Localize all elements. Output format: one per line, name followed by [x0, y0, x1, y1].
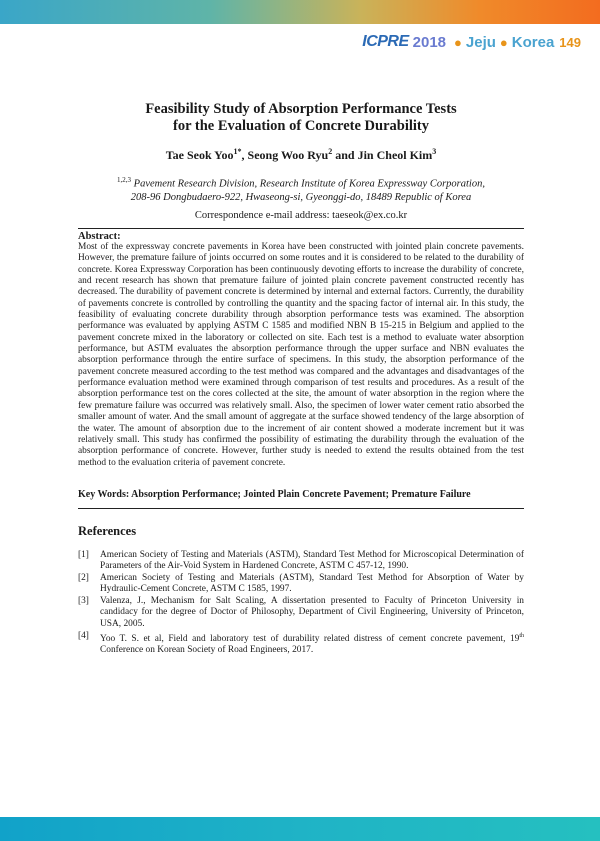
reference-item	[78, 573, 524, 596]
top-color-bar	[0, 0, 600, 24]
author-sup: 3	[432, 147, 437, 156]
reference-number: [2]	[78, 573, 89, 584]
divider	[78, 508, 524, 509]
paper-title	[78, 101, 524, 135]
affiliation-line-1: Pavement Research Division, Research Institute of Korea Expressway Corporation,	[131, 178, 485, 190]
author-separator: ,	[241, 148, 248, 162]
reference-number: [4]	[78, 630, 89, 641]
page-number: 149	[559, 34, 581, 50]
conference-year: 2018	[412, 33, 447, 51]
reference-list	[78, 550, 524, 657]
author-name: Tae Seok Yoo	[165, 148, 234, 162]
reference-sup: th	[519, 632, 524, 639]
conference-logo: ICPRE	[362, 33, 409, 50]
bullet-icon: ●	[499, 34, 508, 50]
correspondence-email: Correspondence e-mail address: taeseok@ex.co.kr	[194, 210, 408, 221]
reference-item	[78, 596, 524, 630]
abstract-heading: Abstract:	[78, 231, 121, 242]
reference-text: Valenza, J., Mechanism for Salt Scaling, A dissertation presented to Faculty of Princeton University in candidacy for the degree of Doctor of Philosophy, Department of Civil Engineering, University of Princeton, USA, 2005.	[100, 596, 524, 629]
reference-number: [1]	[78, 550, 89, 560]
affiliation-sup: 1,2,3	[117, 176, 132, 184]
abstract-text: Most of the expressway concrete pavements in Korea have been constructed with jointed plain concrete pavements. However, the premature failure of joints occurred on some routes and it is considered to be related to the durability of concrete. Korea Expressway Corporation has been continuously devoting efforts to increase the durability of concrete, and recent research has shown that premature failure of jointed plain concrete pavement constructed recently has decreased. The durability of pavement concrete is determined by internal and external factors. Currently, the durability of pavements concrete is controlled by controlling the quantity and the spacing factor of internal air. In this study, the feasibility of evaluating concrete durability through absorption performance tests was examined. The absorption performance was evaluated by applying ASTM C 1585 and modified NBN B 15-215 in Belgium and applied to the pavement concrete mixed in the laboratory or collected on site. Each test is a method to evaluate water absorption performance, but ASTM evaluates the absorption performance through the upper surface and NBN evaluates the absorption performance through the entire surface of specimens. In this study, the absorption performance of the pavement concrete measured according to the test method was compared and the advantages and disadvantages of the performance evaluation method were examined through comparison of test results and procedures. As a result of the absorption performance test on the cores collected at the site, the amount of water absorption in the region where the few premature failure was occurred was relatively small. Also, the specimen of lower water cement ratio absorbed the smaller amount of water. And the small amount of aggregate at the surface showed tendency of the large absorption of the water. The amount of absorption due to the increment of air content showed a moderate increment but it was relatively small. This study has confirmed the possibility of estimating the durability through the evaluation of the absorption performance of concrete. However, further study is needed to extend the results obtained from the test method to the evaluation criteria of pavement concrete.	[78, 242, 524, 468]
divider	[78, 228, 524, 229]
author-separator: and	[332, 148, 358, 162]
bullet-icon: ●	[454, 34, 462, 50]
affiliation-line-2: 208-96 Dongbudaero-922, Hwaseong-si, Gyeonggi-do, 18489 Republic of Korea	[130, 191, 472, 203]
author-list	[78, 147, 524, 163]
references-heading: References	[78, 524, 137, 538]
author-name: Jin Cheol Kim	[357, 148, 433, 162]
reference-number: [3]	[78, 596, 89, 607]
keywords: Key Words: Absorption Performance; Jointed Plain Concrete Pavement; Premature Failure	[78, 489, 471, 500]
author-name: Seong Woo Ryu	[247, 148, 329, 162]
conference-brand	[362, 33, 581, 51]
reference-text	[100, 631, 524, 657]
conference-city: Jeju	[465, 33, 496, 51]
author-sup: 1*	[233, 147, 242, 156]
reference-text: American Society of Testing and Materials (ASTM), Standard Test Method for Absorption of Water by Hydraulic-Cement Concrete, ASTM C 1585, 1997.	[100, 573, 524, 595]
title-line-1: Feasibility Study of Absorption Performance Tests	[145, 101, 457, 117]
title-line-2: for the Evaluation of Concrete Durability	[172, 118, 429, 134]
reference-text-part: Yoo T. S. et al, Field and laboratory test of durability related distress of cement concrete pavement, 19	[100, 633, 520, 644]
conference-country: Korea	[511, 33, 555, 51]
reference-text-part: Conference on Korean Society of Road Engineers, 2017.	[100, 645, 314, 655]
affiliation	[78, 174, 524, 204]
reference-text: American Society of Testing and Materials (ASTM), Standard Test Method for Microscopical Determination of Parameters of the Air-Void System in Hardened Concrete, ASTM C 457-12, 1990.	[100, 550, 524, 572]
bottom-color-bar	[0, 817, 600, 841]
reference-item	[78, 631, 524, 657]
reference-item	[78, 550, 524, 573]
author-sup: 2	[328, 147, 333, 156]
